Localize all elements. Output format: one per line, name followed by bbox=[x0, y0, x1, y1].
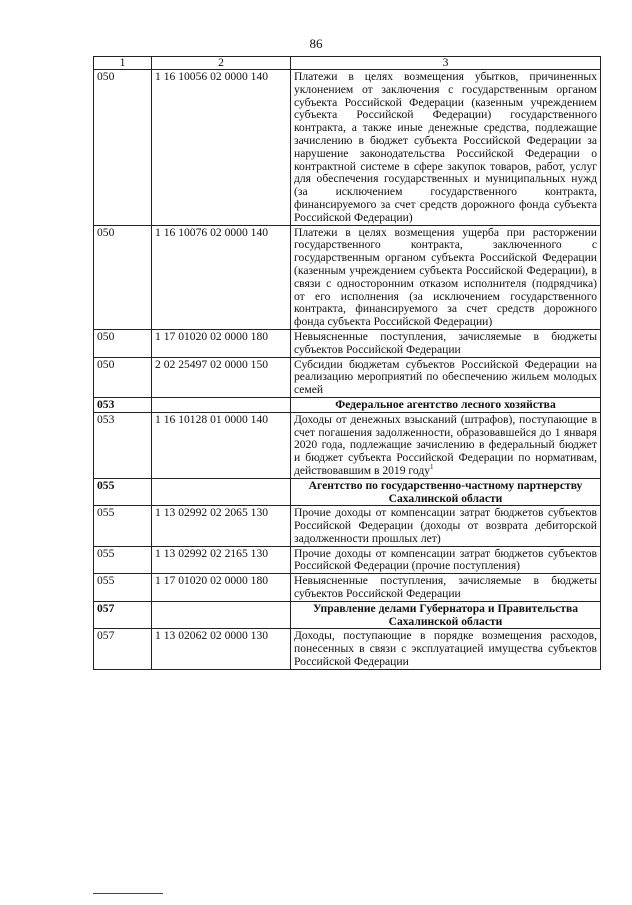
table-section-row bbox=[94, 601, 601, 629]
revenue-code-cell: 2 02 25497 02 0000 150 bbox=[152, 357, 291, 397]
admin-code-cell: 055 bbox=[94, 574, 152, 602]
table-row bbox=[94, 329, 601, 357]
revenue-code-cell: 1 13 02062 02 0000 130 bbox=[152, 629, 291, 669]
revenue-name-text: Невыясненные поступления, зачисляемые в бюджеты субъектов Российской Федерации bbox=[294, 329, 597, 356]
revenue-name-cell bbox=[291, 357, 601, 397]
admin-code-cell: 053 bbox=[94, 397, 152, 412]
revenue-name-text: Невыясненные поступления, зачисляемые в бюджеты субъектов Российской Федерации bbox=[294, 574, 597, 601]
table-row bbox=[94, 225, 601, 329]
revenue-name-text: Прочие доходы от компенсации затрат бюджетов субъектов Российской Федерации (прочие поступления) bbox=[294, 546, 597, 573]
admin-code-cell: 050 bbox=[94, 329, 152, 357]
table-row bbox=[94, 574, 601, 602]
table-row bbox=[94, 412, 601, 478]
revenue-name-cell bbox=[291, 412, 601, 478]
revenue-code-cell: 1 17 01020 02 0000 180 bbox=[152, 574, 291, 602]
revenue-code-cell: 1 13 02992 02 2065 130 bbox=[152, 506, 291, 546]
admin-code-cell: 050 bbox=[94, 225, 152, 329]
column-header: 2 bbox=[152, 57, 291, 70]
revenue-name-cell bbox=[291, 70, 601, 226]
revenue-name-cell bbox=[291, 629, 601, 669]
revenue-name-text: Прочие доходы от компенсации затрат бюджетов субъектов Российской Федерации (доходы от возврата дебиторской задолженности прошлых лет) bbox=[294, 506, 597, 545]
revenue-name-text: Платежи в целях возмещения убытков, причиненных уклонением от заключения с государственным органом субъекта Российской Федерации (казенным учреждением субъекта Российской Федерации) государственного контракта, а также иные денежные средства, подлежащие зачислению в бюджет субъекта Российской Федерации за нарушение законодательства Российской Федерации о контрактной системе в сфере закупок товаров, работ, услуг для обеспечения государственных и муниципальных нужд (за исключением государственного контракта, финансируемого за счет средств дорожного фонда субъекта Российской Федерации) bbox=[294, 70, 597, 224]
revenue-name-text: Доходы, поступающие в порядке возмещения расходов, понесенных в связи с эксплуатацией имущества субъектов Российской Федерации bbox=[294, 629, 597, 669]
admin-code-cell: 055 bbox=[94, 506, 152, 546]
table-body bbox=[94, 70, 601, 670]
table-section-row bbox=[94, 478, 601, 506]
revenue-name-cell bbox=[291, 397, 601, 412]
revenue-codes-table bbox=[93, 56, 601, 670]
admin-code-cell: 057 bbox=[94, 601, 152, 629]
column-header: 1 bbox=[94, 57, 152, 70]
table-row bbox=[94, 546, 601, 574]
revenue-code-cell bbox=[152, 478, 291, 506]
page-number: 86 bbox=[309, 36, 323, 51]
revenue-name-text: Платежи в целях возмещения ущерба при расторжении государственного контракта, заключенного с государственным органом субъекта Российской Федерации (казенным учреждением субъекта Российской Федерации), в связи с односторонним отказом исполнителя (подрядчика) от его исполнения (за исключением государственного контракта, финансируемого за счет средств дорожного фонда субъекта Российской Федерации) bbox=[294, 225, 597, 329]
admin-code-cell: 055 bbox=[94, 478, 152, 506]
column-header: 3 bbox=[291, 57, 601, 70]
revenue-name-cell bbox=[291, 601, 601, 629]
revenue-code-cell: 1 17 01020 02 0000 180 bbox=[152, 329, 291, 357]
table-row bbox=[94, 70, 601, 226]
revenue-name-cell bbox=[291, 478, 601, 506]
revenue-code-cell bbox=[152, 601, 291, 629]
revenue-name-text: Федеральное агентство лесного хозяйства bbox=[335, 397, 556, 411]
revenue-name-cell bbox=[291, 329, 601, 357]
admin-code-cell: 055 bbox=[94, 546, 152, 574]
revenue-code-cell: 1 13 02992 02 2165 130 bbox=[152, 546, 291, 574]
revenue-name-text: Управление делами Губернатора и Правительства Сахалинской области bbox=[312, 601, 579, 628]
revenue-name-cell bbox=[291, 546, 601, 574]
revenue-name-cell bbox=[291, 574, 601, 602]
revenue-name-cell bbox=[291, 506, 601, 546]
revenue-name-text: Агентство по государственно-частному партнерству Сахалинской области bbox=[308, 478, 583, 505]
revenue-name-text: Доходы от денежных взысканий (штрафов), поступающие в счет погашения задолженности, образовавшейся до 1 января 2020 года, подлежащие зачислению в федеральный бюджет и бюджет субъекта Российской Федерации по нормативам, действовавшим в 2019 году bbox=[294, 412, 597, 477]
revenue-code-cell: 1 16 10056 02 0000 140 bbox=[152, 70, 291, 226]
revenue-name-text: Субсидии бюджетам субъектов Российской Федерации на реализацию мероприятий по обеспечению жильем молодых семей bbox=[294, 357, 597, 397]
table-row bbox=[94, 357, 601, 397]
table-row bbox=[94, 629, 601, 669]
admin-code-cell: 050 bbox=[94, 357, 152, 397]
revenue-name-cell bbox=[291, 225, 601, 329]
footnote-divider bbox=[93, 893, 163, 894]
admin-code-cell: 057 bbox=[94, 629, 152, 669]
footnote-marker: 1 bbox=[430, 463, 434, 472]
table-section-row bbox=[94, 397, 601, 412]
revenue-code-cell bbox=[152, 397, 291, 412]
table-header-row bbox=[94, 57, 601, 70]
table-row bbox=[94, 506, 601, 546]
admin-code-cell: 050 bbox=[94, 70, 152, 226]
revenue-code-cell: 1 16 10076 02 0000 140 bbox=[152, 225, 291, 329]
revenue-code-cell: 1 16 10128 01 0000 140 bbox=[152, 412, 291, 478]
admin-code-cell: 053 bbox=[94, 412, 152, 478]
